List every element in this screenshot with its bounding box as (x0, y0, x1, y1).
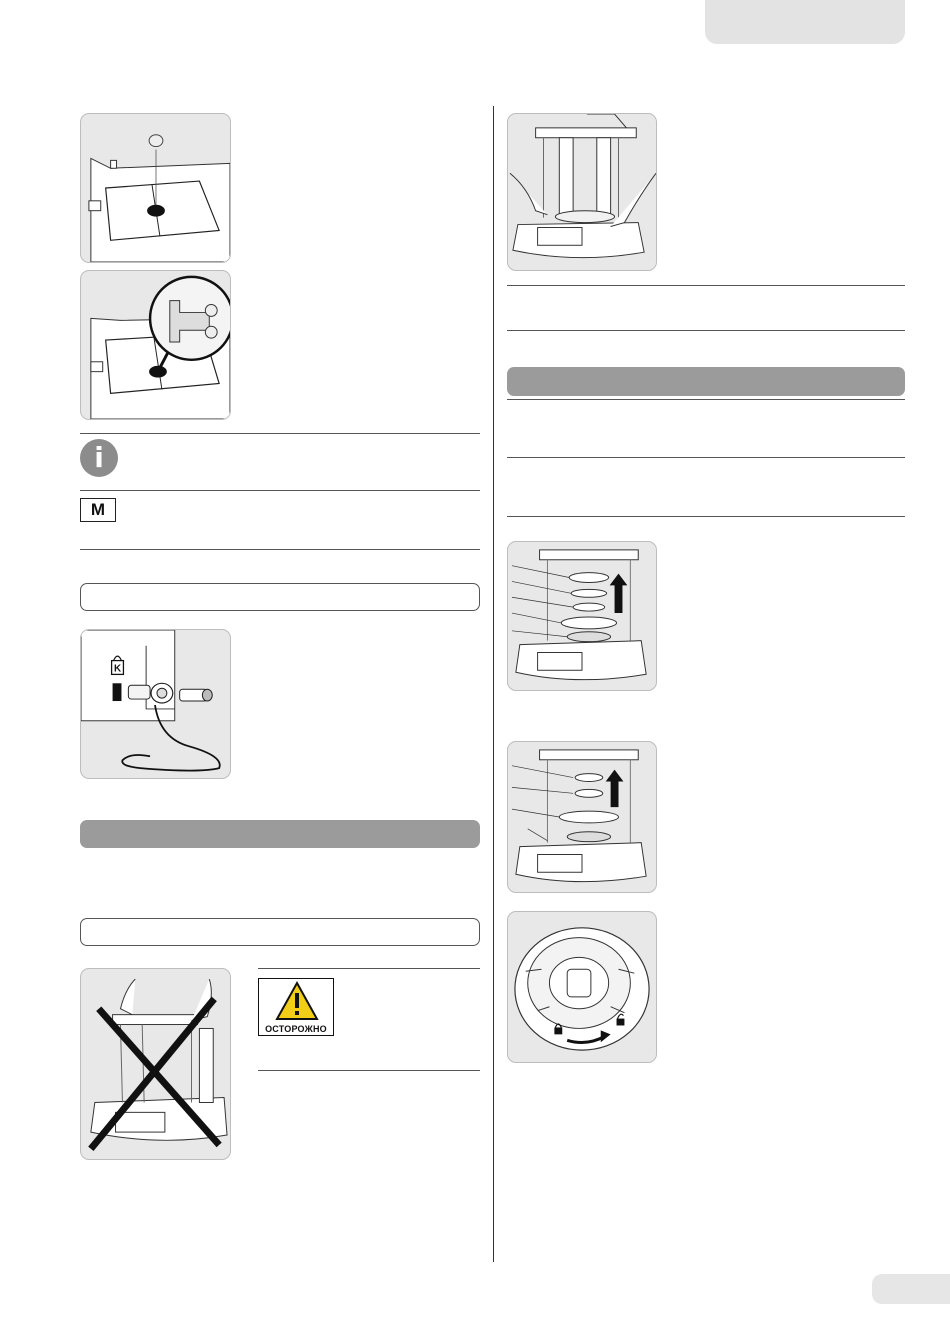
figure-pan-plate-detail (80, 270, 231, 420)
rule (507, 285, 905, 286)
page-number-tab (872, 1274, 950, 1304)
rule (507, 516, 905, 517)
manual-mode-icon: M (80, 498, 116, 522)
subheading-box (80, 918, 480, 946)
figure-remove-components-a (507, 541, 657, 691)
warning-box (258, 978, 334, 1036)
rule (258, 968, 480, 969)
svg-text:K: K (113, 663, 122, 675)
warning-label: ОСТОРОЖНО (265, 1024, 327, 1034)
figure-pan-plate-pin (80, 113, 231, 263)
figure-wrong-lifting (80, 968, 231, 1160)
column-divider (493, 106, 494, 1262)
rule (507, 399, 905, 400)
figure-kensington-lock (80, 629, 231, 779)
rule (507, 330, 905, 331)
figure-bayonet-lock (507, 911, 657, 1063)
rule (80, 490, 480, 491)
rule (80, 549, 480, 550)
section-heading-bar (507, 367, 905, 396)
rule (80, 433, 480, 434)
info-icon: i (80, 439, 118, 477)
subheading-box (80, 583, 480, 611)
figure-correct-lifting (507, 113, 657, 271)
page-header-tab (705, 0, 905, 44)
locked-icon (554, 1027, 562, 1034)
figure-remove-components-b (507, 741, 657, 893)
rule (258, 1070, 480, 1071)
unlocked-icon (617, 1019, 625, 1026)
section-heading-bar (80, 820, 480, 848)
rule (507, 457, 905, 458)
